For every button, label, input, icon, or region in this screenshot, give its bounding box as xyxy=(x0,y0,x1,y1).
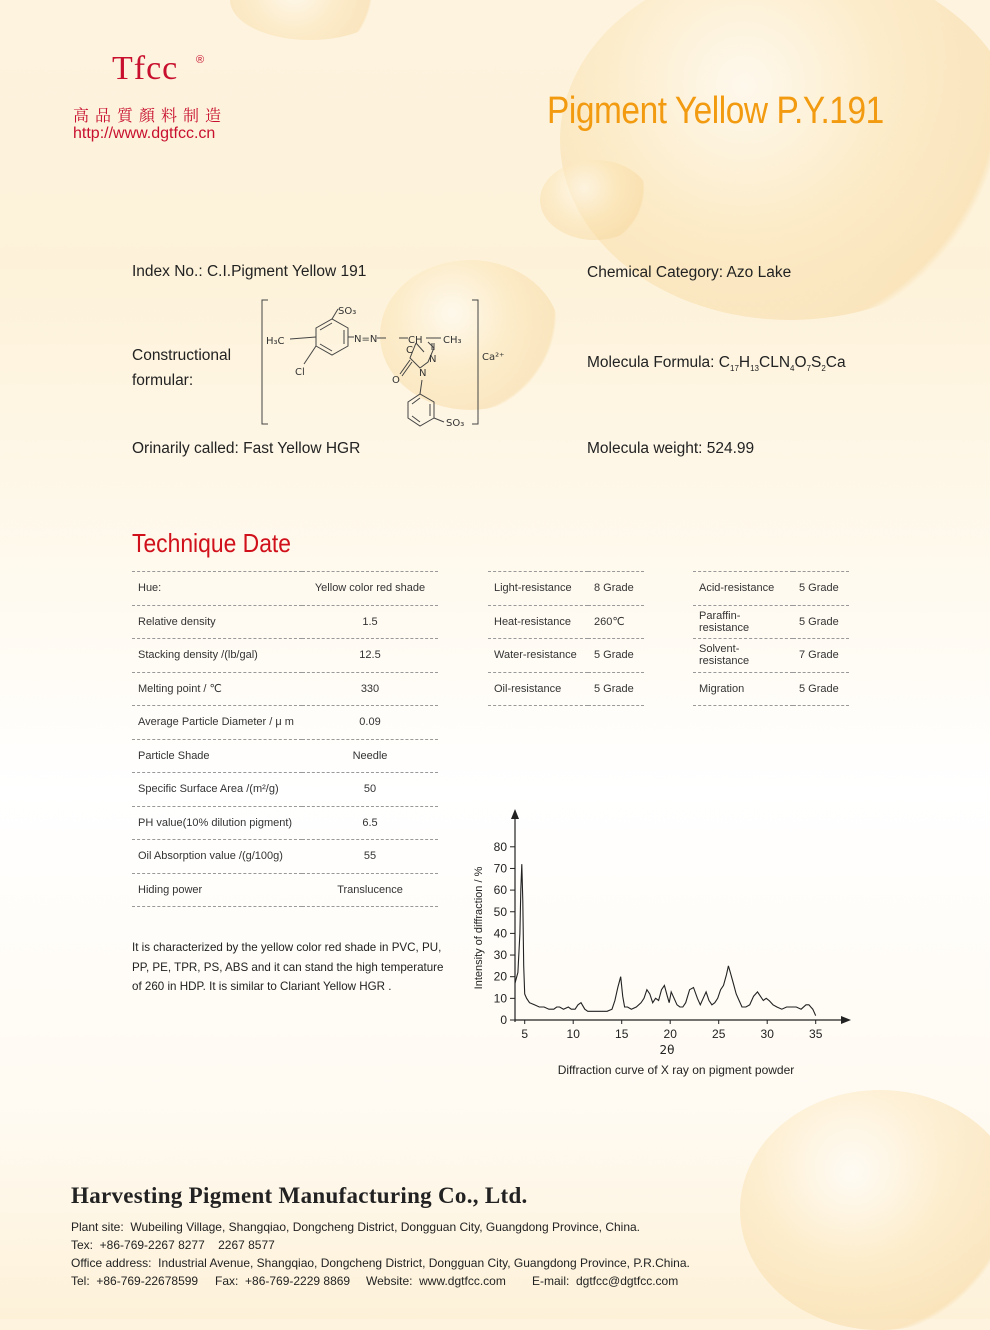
x-tick-label: 25 xyxy=(712,1027,726,1041)
logo-wordmark: Tfcc xyxy=(112,50,179,87)
property-value: 5 Grade xyxy=(588,639,644,673)
molecula-formula xyxy=(587,354,846,373)
property-label: Relative density xyxy=(132,605,302,639)
property-value: Needle xyxy=(302,739,438,773)
y-tick-label: 80 xyxy=(493,839,507,854)
y-tick-label: 10 xyxy=(493,991,507,1006)
property-value: 5 Grade xyxy=(793,572,849,606)
property-label: Acid-resistance xyxy=(693,572,793,606)
property-label: Solvent-resistance xyxy=(693,639,793,673)
property-value: 55 xyxy=(302,840,438,874)
plant-site: Plant site: Wubeiling Village, Shangqiao, Dongcheng District, Dongguan City, Guangdong Province, China. xyxy=(71,1220,641,1234)
formula-subscript: 17 xyxy=(730,364,739,374)
x-tick-label: 20 xyxy=(663,1027,677,1041)
formula-subscript: 2 xyxy=(821,364,826,374)
property-value: 5 Grade xyxy=(793,605,849,639)
formula-element: H xyxy=(738,354,751,371)
index-number: Index No.: C.I.Pigment Yellow 191 xyxy=(132,263,367,280)
so3-bottom-label: SO₃ xyxy=(446,418,465,429)
table-row xyxy=(132,840,438,874)
table-row xyxy=(132,672,438,706)
y-tick-label: 0 xyxy=(500,1013,507,1027)
table-row xyxy=(132,773,438,807)
formula-element: O xyxy=(794,354,807,371)
property-label: Hue: xyxy=(132,572,302,606)
y-tick-label: 20 xyxy=(493,969,507,984)
table-row xyxy=(132,605,438,639)
property-label: Water-resistance xyxy=(488,639,588,673)
formula-element: C xyxy=(718,354,730,371)
tex-numbers: Tex: +86-769-2267 8277 2267 8577 xyxy=(71,1238,275,1252)
property-value: 50 xyxy=(302,773,438,807)
table-row xyxy=(132,806,438,840)
so3-top-label: SO₃ xyxy=(338,306,357,317)
page-title: Pigment Yellow P.Y.191 xyxy=(547,90,884,132)
background-gem xyxy=(740,1090,990,1330)
y-tick-label: 30 xyxy=(493,948,507,963)
description-paragraph: It is characterized by the yellow color red shade in PVC, PU, PP, PE, TPR, PS, ABS and it can stand the high temperature of 260 in HDP. It is similar to Clariant Yellow HGR . xyxy=(132,941,444,993)
table-row xyxy=(132,572,438,606)
table-row xyxy=(488,572,644,606)
property-label: Specific Surface Area /(m²/g) xyxy=(132,773,302,807)
email-link[interactable]: E-mail: dgtfcc@dgtfcc.com xyxy=(532,1274,679,1288)
table-row xyxy=(132,639,438,673)
property-value: Translucence xyxy=(302,873,438,907)
constructional-formular-label xyxy=(132,343,231,393)
property-value: 0.09 xyxy=(302,706,438,740)
registered-mark: ® xyxy=(196,54,205,66)
formula-element: Ca xyxy=(825,354,846,371)
fax-number: Fax: +86-769-2229 8869 xyxy=(215,1274,351,1288)
y-axis-label: Intensity of diffraction / % xyxy=(473,866,485,990)
property-value: 5 Grade xyxy=(588,672,644,706)
molecula-formula-label: Molecula Formula: xyxy=(587,354,719,371)
property-label: Oil-resistance xyxy=(488,672,588,706)
y-tick-label: 70 xyxy=(493,861,507,876)
table-row xyxy=(693,572,849,606)
x-tick-label: 10 xyxy=(566,1027,580,1041)
property-label: Heat-resistance xyxy=(488,605,588,639)
molecula-formula-value xyxy=(718,354,846,374)
property-value: 260℃ xyxy=(588,605,644,639)
y-axis-arrow xyxy=(511,809,519,819)
ordinarily-called: Orinarily called: Fast Yellow HGR xyxy=(132,440,361,457)
logo-chinese-slogan: 高品質顏料制造 xyxy=(73,106,228,125)
property-label: Stacking density /(lb/gal) xyxy=(132,639,302,673)
carbon-label: C xyxy=(406,345,413,356)
ch3-label: CH₃ xyxy=(443,335,462,346)
ch-label: CH xyxy=(408,335,423,346)
property-label: Oil Absorption value /(g/100g) xyxy=(132,840,302,874)
office-address: Office address: Industrial Avenue, Shangqiao, Dongcheng District, Dongguan City, Guangdong Province, P.R.China. xyxy=(71,1256,690,1270)
property-label: Particle Shade xyxy=(132,739,302,773)
formular-label-line: formular: xyxy=(132,372,194,389)
oxygen-label: O xyxy=(392,375,400,386)
molecula-weight: Molecula weight: 524.99 xyxy=(587,440,755,457)
background-gem xyxy=(540,160,650,240)
chemical-structure-diagram xyxy=(258,296,508,431)
property-value: 6.5 xyxy=(302,806,438,840)
property-value: 5 Grade xyxy=(793,672,849,706)
property-value: 12.5 xyxy=(302,639,438,673)
resistance-table-1 xyxy=(488,571,644,706)
cl-label: Cl xyxy=(295,367,305,378)
property-label: Average Particle Diameter / μ m xyxy=(132,706,302,740)
formula-subscript: 4 xyxy=(790,364,795,374)
x-tick-label: 30 xyxy=(760,1027,774,1041)
x-tick-label: 5 xyxy=(521,1027,529,1041)
properties-table xyxy=(132,571,438,907)
azo-label: N=N xyxy=(354,334,378,345)
table-row xyxy=(693,639,849,673)
background-gem xyxy=(230,0,390,40)
property-label: Light-resistance xyxy=(488,572,588,606)
property-label: Paraffin-resistance xyxy=(693,605,793,639)
property-label: PH value(10% dilution pigment) xyxy=(132,806,302,840)
technique-date-heading: Technique Date xyxy=(132,528,292,558)
table-row xyxy=(488,605,644,639)
x-tick-label: 35 xyxy=(809,1027,823,1041)
property-value: 330 xyxy=(302,672,438,706)
table-row xyxy=(693,605,849,639)
y-tick-label: 50 xyxy=(493,904,507,919)
table-row xyxy=(132,873,438,907)
table-row xyxy=(693,672,849,706)
constructional-label-line: Constructional xyxy=(132,347,232,364)
tel-number: Tel: +86-769-22678599 xyxy=(71,1274,199,1288)
table-row xyxy=(488,672,644,706)
property-label: Migration xyxy=(693,672,793,706)
property-label: Hiding power xyxy=(132,873,302,907)
formula-element: S xyxy=(811,354,822,371)
table-row xyxy=(132,739,438,773)
x-tick-label: 15 xyxy=(615,1027,629,1041)
x-axis-arrow xyxy=(841,1016,851,1024)
y-tick-label: 40 xyxy=(493,926,507,941)
website-link[interactable]: Website: www.dgtfcc.com xyxy=(366,1274,506,1288)
property-value: Yellow color red shade xyxy=(302,572,438,606)
chart-caption: Diffraction curve of X ray on pigment powder xyxy=(557,1063,795,1077)
resistance-table-2 xyxy=(693,571,849,706)
company-name: Harvesting Pigment Manufacturing Co., Ltd. xyxy=(71,1183,528,1208)
table-row xyxy=(132,706,438,740)
diffraction-curve-line xyxy=(515,864,816,1016)
xrd-diffraction-chart xyxy=(465,805,865,1085)
y-tick-label: 60 xyxy=(493,883,507,898)
property-value: 8 Grade xyxy=(588,572,644,606)
h3c-label: H₃C xyxy=(266,336,285,347)
property-value: 1.5 xyxy=(302,605,438,639)
calcium-label: Ca²⁺ xyxy=(482,352,505,363)
formula-subscript: 7 xyxy=(806,364,811,374)
nitrogen-label: N xyxy=(429,354,437,365)
formula-element: CLN xyxy=(759,354,791,371)
formula-subscript: 13 xyxy=(750,364,760,374)
nitrogen-label: N xyxy=(419,368,427,379)
logo-url: http://www.dgtfcc.cn xyxy=(73,125,216,142)
chemical-category: Chemical Category: Azo Lake xyxy=(587,264,792,281)
property-value: 7 Grade xyxy=(793,639,849,673)
table-row xyxy=(488,639,644,673)
x-axis-label: 2θ xyxy=(659,1043,675,1057)
property-label: Melting point / ℃ xyxy=(132,672,302,706)
